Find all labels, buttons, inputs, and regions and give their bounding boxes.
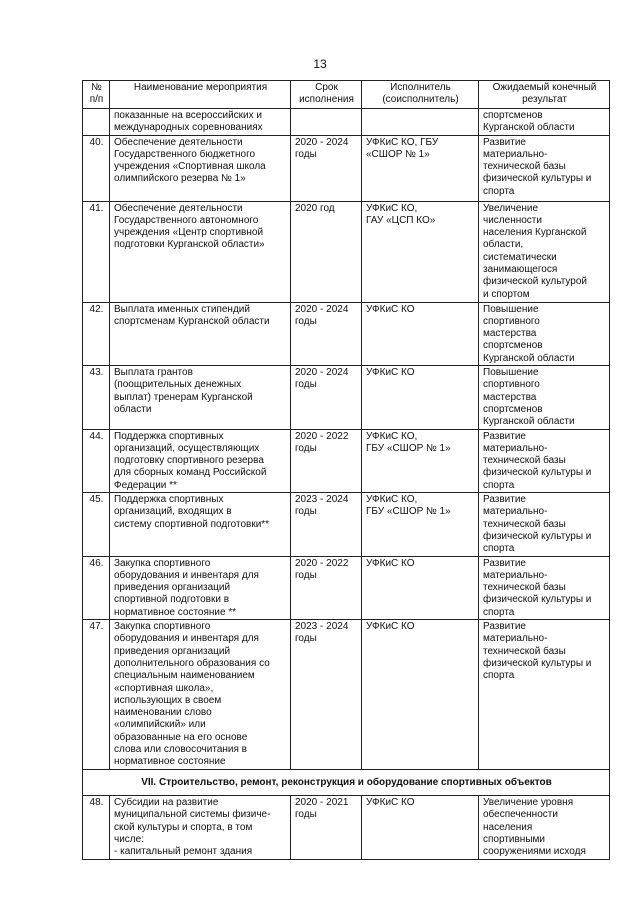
header-number: № п/п <box>83 81 110 109</box>
row-term <box>291 109 362 136</box>
row-expected-result: Увеличение численности населения Курганской области, систематически занимающегося физической культурой и спортом <box>479 201 610 302</box>
row-expected-result: Развитие материально- технической базы физической культуры и спорта <box>479 493 610 556</box>
table-row <box>83 493 610 556</box>
row-term: 2020 - 2024 годы <box>291 302 362 365</box>
row-expected-result: Развитие материально- технической базы физической культуры и спорта <box>479 429 610 492</box>
header-expected-result: Ожидаемый конечный результат <box>479 81 610 109</box>
table-row <box>83 796 610 859</box>
table-row <box>83 135 610 201</box>
row-number: 48. <box>83 796 110 859</box>
row-number: 42. <box>83 302 110 365</box>
row-activity-name: Обеспечение деятельности Государственного бюджетного учреждения «Спортивная школа олимпийского резерва № 1» <box>110 135 291 201</box>
row-executor: УФКиС КО <box>362 302 479 365</box>
row-number: 43. <box>83 366 110 429</box>
table-row <box>83 620 610 770</box>
row-term: 2020 год <box>291 201 362 302</box>
header-term: Срок исполнения <box>291 81 362 109</box>
row-term: 2023 - 2024 годы <box>291 620 362 770</box>
table-row <box>83 366 610 429</box>
row-expected-result: Развитие материально- технической базы физической культуры и спорта <box>479 135 610 201</box>
table-row <box>83 302 610 365</box>
page-number: 13 <box>313 57 327 71</box>
row-term: 2020 - 2022 годы <box>291 429 362 492</box>
table-row <box>83 109 610 136</box>
row-executor: УФКиС КО, ГБУ «СШОР № 1» <box>362 493 479 556</box>
row-number: 41. <box>83 201 110 302</box>
row-activity-name: Обеспечение деятельности Государственного автономного учреждения «Центр спортивной подготовки Курганской области» <box>110 201 291 302</box>
activities-table <box>82 80 610 860</box>
row-executor: УФКиС КО <box>362 796 479 859</box>
row-expected-result: Развитие материально- технической базы физической культуры и спорта <box>479 620 610 770</box>
row-activity-name: Выплата грантов (поощрительных денежных выплат) тренерам Курганской области <box>110 366 291 429</box>
table-row <box>83 429 610 492</box>
row-expected-result: Повышение спортивного мастерства спортсменов Курганской области <box>479 302 610 365</box>
row-term: 2020 - 2022 годы <box>291 556 362 619</box>
row-number: 40. <box>83 135 110 201</box>
header-executor: Исполнитель (соисполнитель) <box>362 81 479 109</box>
table-row <box>83 201 610 302</box>
row-activity-name: показанные на всероссийских и международных соревнованиях <box>110 109 291 136</box>
row-number <box>83 109 110 136</box>
row-activity-name: Закупка спортивного оборудования и инвентаря для приведения организаций дополнительного образования со специальным наименованием «спортивная школа», использующих в своем наименовании слово «олимпийский» или образованные на его основе слова или словосочитания в нормативное состояние <box>110 620 291 770</box>
row-activity-name: Закупка спортивного оборудования и инвентаря для приведения организаций спортивной подготовки в нормативное состояние ** <box>110 556 291 619</box>
row-executor: УФКиС КО <box>362 556 479 619</box>
row-term: 2023 - 2024 годы <box>291 493 362 556</box>
row-executor: УФКиС КО, ГАУ «ЦСП КО» <box>362 201 479 302</box>
row-term: 2020 - 2021 годы <box>291 796 362 859</box>
section-title: VII. Строительство, ремонт, реконструкция и оборудование спортивных объектов <box>83 770 610 796</box>
row-activity-name: Выплата именных стипендий спортсменам Курганской области <box>110 302 291 365</box>
row-term: 2020 - 2024 годы <box>291 135 362 201</box>
row-executor: УФКиС КО <box>362 366 479 429</box>
row-activity-name: Субсидии на развитие муниципальной системы физиче- ской культуры и спорта, в том числе: - капитальный ремонт здания <box>110 796 291 859</box>
row-activity-name: Поддержка спортивных организаций, входящих в систему спортивной подготовки** <box>110 493 291 556</box>
row-activity-name: Поддержка спортивных организаций, осуществляющих подготовку спортивного резерва для сборных команд Российской Федерации ** <box>110 429 291 492</box>
row-expected-result: Повышение спортивного мастерства спортсменов Курганской области <box>479 366 610 429</box>
row-executor: УФКиС КО, ГБУ «СШОР № 1» <box>362 135 479 201</box>
row-number: 47. <box>83 620 110 770</box>
row-expected-result: спортсменов Курганской области <box>479 109 610 136</box>
row-executor: УФКиС КО, ГБУ «СШОР № 1» <box>362 429 479 492</box>
row-number: 46. <box>83 556 110 619</box>
row-executor <box>362 109 479 136</box>
row-term: 2020 - 2024 годы <box>291 366 362 429</box>
section-heading-row <box>83 770 610 796</box>
row-number: 44. <box>83 429 110 492</box>
row-expected-result: Развитие материально- технической базы физической культуры и спорта <box>479 556 610 619</box>
header-activity-name: Наименование мероприятия <box>110 81 291 109</box>
table-row <box>83 556 610 619</box>
row-executor: УФКиС КО <box>362 620 479 770</box>
row-expected-result: Увеличение уровня обеспеченности населения спортивными сооружениями исходя <box>479 796 610 859</box>
row-number: 45. <box>83 493 110 556</box>
table-header-row <box>83 81 610 109</box>
